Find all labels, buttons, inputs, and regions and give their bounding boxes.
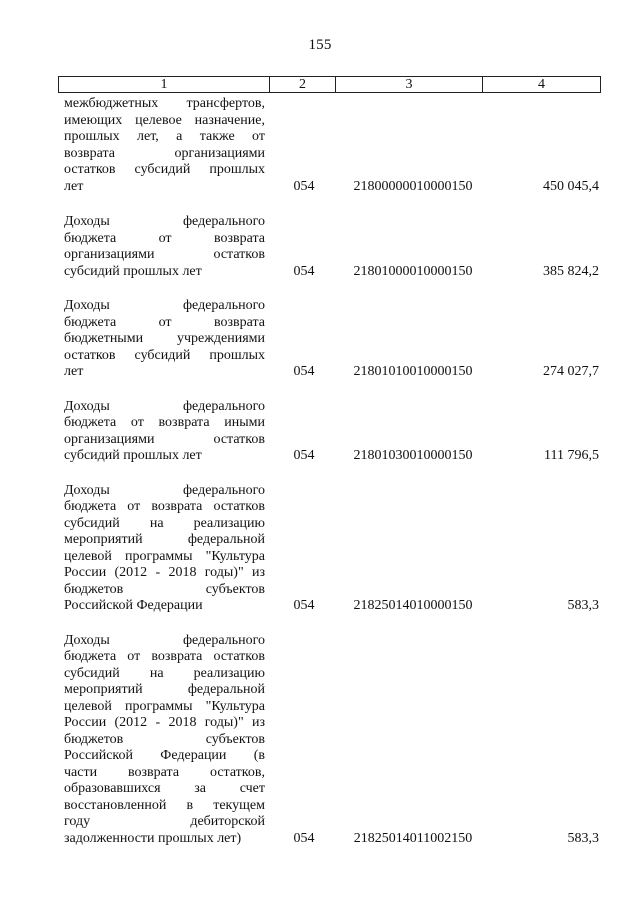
row-name-line: бюджетов субъектов	[64, 731, 265, 747]
row-amount-cell: 583,3	[567, 830, 599, 846]
table-row	[58, 298, 599, 381]
row-amount-cell: 111 796,5	[544, 448, 599, 463]
row-name-line: бюджета от возврата остатков	[64, 499, 265, 514]
row-name-line: лет	[64, 178, 84, 194]
table-row	[58, 399, 599, 465]
row-name-line: Доходы федерального	[64, 632, 265, 648]
row-kbk-cell: 21801030010000150	[353, 448, 473, 463]
header-col-3: 3	[336, 77, 483, 92]
row-name-line: бюджетов субъектов	[64, 581, 265, 597]
row-name-line: бюджета от возврата остатков	[64, 649, 265, 664]
row-code-cell: 054	[293, 830, 315, 846]
row-name-line: Доходы федерального	[64, 214, 265, 229]
header-col-2: 2	[270, 77, 336, 92]
row-name-line: возврата организациями	[64, 145, 265, 161]
row-name-line: Доходы федерального	[64, 398, 265, 414]
row-name-cell	[58, 96, 265, 195]
row-name-line: Доходы федерального	[64, 482, 265, 498]
row-kbk-cell: 21801000010000150	[353, 263, 473, 279]
row-code-cell: 054	[293, 598, 315, 613]
row-amount-cell: 583,3	[567, 598, 599, 613]
row-code-cell: 054	[293, 263, 315, 279]
table-row	[58, 483, 599, 615]
row-name-line: бюджета от возврата иными	[64, 415, 265, 430]
row-name-cell	[58, 298, 265, 381]
row-name-cell	[58, 399, 265, 465]
row-kbk-cell: 21800000010000150	[353, 178, 473, 194]
row-name-line: остатков субсидий прошлых	[64, 347, 265, 363]
header-col-4: 4	[538, 77, 545, 92]
row-code-cell: 054	[293, 178, 315, 194]
row-name-line: Доходы федерального	[64, 298, 265, 313]
row-name-line: организациями остатков	[64, 431, 265, 447]
row-name-line: целевой программы "Культура	[64, 698, 265, 714]
row-name-line: субсидий на реализацию	[64, 665, 265, 681]
row-name-line: субсидий на реализацию	[64, 515, 265, 531]
row-name-line: целевой программы "Культура	[64, 548, 265, 564]
page-number: 155	[308, 37, 332, 53]
row-name-line: лет	[64, 364, 84, 379]
row-name-line: субсидий прошлых лет	[64, 263, 202, 279]
row-kbk-cell: 21801010010000150	[353, 364, 473, 379]
row-code-cell: 054	[293, 364, 315, 379]
row-name-line: организациями остатков	[64, 247, 265, 262]
table-row	[58, 214, 599, 280]
table-row	[58, 96, 599, 195]
table-row	[58, 633, 599, 848]
row-name-line: прошлых лет, а также от	[64, 129, 265, 144]
row-amount-cell: 385 824,2	[543, 263, 599, 279]
row-name-line: субсидий прошлых лет	[64, 448, 202, 463]
row-name-cell	[58, 483, 265, 615]
row-name-line: части возврата остатков,	[64, 764, 265, 780]
row-name-line: России (2012 - 2018 годы)" из	[64, 715, 265, 730]
row-kbk-cell: 21825014010000150	[353, 598, 473, 613]
row-name-line: имеющих целевое назначение,	[64, 112, 265, 128]
row-name-line: бюджета от возврата	[64, 314, 265, 330]
row-name-line: остатков субсидий прошлых	[64, 162, 265, 177]
header-col-1: 1	[59, 77, 270, 92]
row-amount-cell: 274 027,7	[543, 364, 599, 379]
row-name-line: задолженности прошлых лет)	[64, 830, 242, 846]
row-kbk-cell: 21825014011002150	[353, 830, 473, 846]
row-amount-cell: 450 045,4	[543, 178, 599, 194]
row-name-line: бюджетными учреждениями	[64, 331, 265, 346]
row-name-line: мероприятий федеральной	[64, 532, 265, 547]
row-name-cell	[58, 633, 265, 848]
row-name-line: бюджета от возврата	[64, 230, 265, 246]
row-name-cell	[58, 214, 265, 280]
row-name-line: восстановленной в текущем	[64, 797, 265, 813]
table-body	[58, 96, 599, 865]
table-header	[58, 76, 601, 93]
row-code-cell: 054	[293, 448, 315, 463]
row-name-line: России (2012 - 2018 годы)" из	[64, 565, 265, 580]
row-name-line: Российской Федерации	[64, 598, 203, 613]
row-name-line: образовавшихся за счет	[64, 781, 265, 796]
row-name-line: Российской Федерации (в	[64, 748, 265, 763]
row-name-line: году дебиторской	[64, 814, 265, 829]
row-name-line: мероприятий федеральной	[64, 682, 265, 697]
row-name-line: межбюджетных трансфертов,	[64, 96, 265, 111]
